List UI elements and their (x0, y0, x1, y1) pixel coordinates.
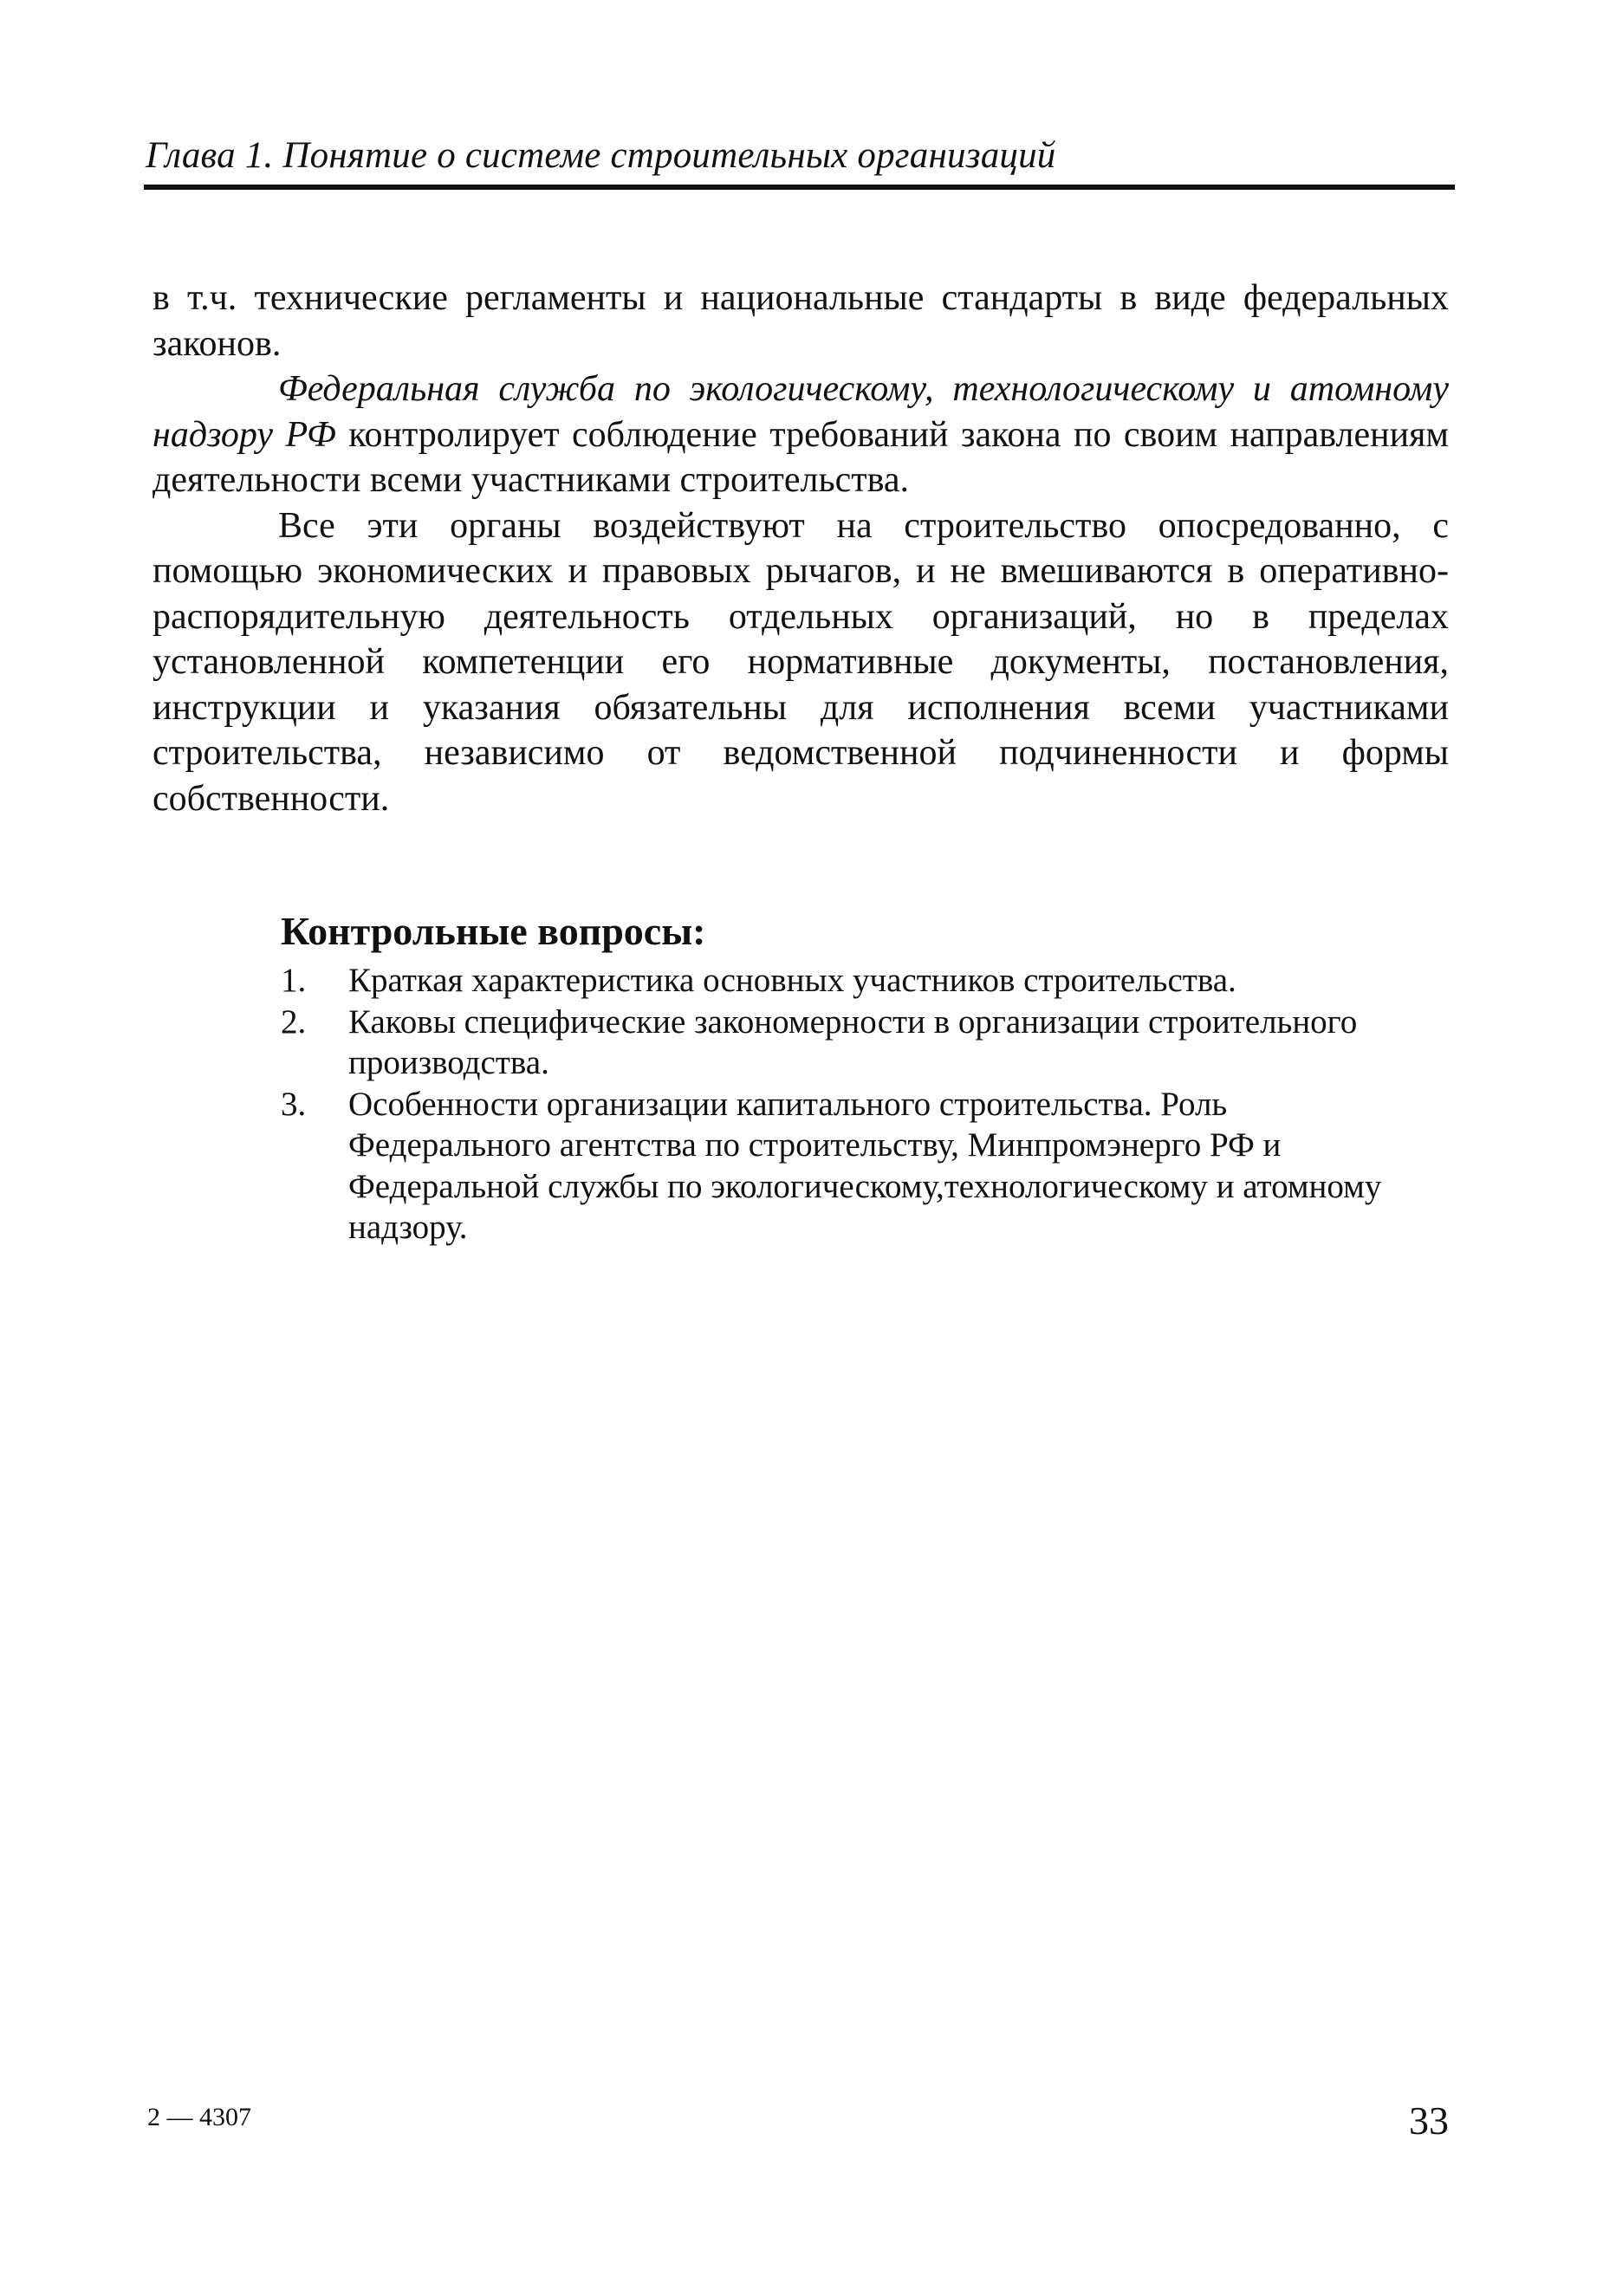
running-title: Глава 1. Понятие о системе строительных организаций (146, 135, 1056, 176)
question-number: 1. (281, 962, 307, 999)
signature-code: 2 — 4307 (147, 2103, 251, 2131)
question-number: 3. (281, 1085, 307, 1123)
page-number: 33 (1409, 2098, 1449, 2143)
body-text (153, 276, 1449, 821)
questions-list (276, 960, 1419, 1249)
question-text: Краткая характеристика основных участников строительства. (348, 962, 1236, 999)
paragraph-2 (153, 366, 1449, 503)
question-text: Особенности организации капитального строительства. Роль Федерального агентства по строительству, Минпромэнерго РФ и Федеральной службы по экологическому,технологическому и атомному надзору. (348, 1085, 1382, 1246)
question-text: Каковы специфические закономерности в организации строительного производства. (348, 1002, 1358, 1081)
control-questions (276, 905, 1419, 1249)
question-item (276, 1002, 1419, 1084)
paragraph-2-emphasis: Федеральная служба по экологическому, технологическому и атомному надзору РФ (153, 369, 1449, 455)
question-item (276, 1084, 1419, 1249)
question-number: 2. (281, 1002, 307, 1041)
question-item (276, 960, 1419, 1002)
questions-heading: Контрольные вопросы: (281, 909, 706, 953)
header-rule (144, 185, 1455, 190)
paragraph-2-text: контролирует соблюдение требований закона по своим направлениям деятельности всеми участниками строительства. (153, 414, 1449, 500)
paragraph-1: в т.ч. технические регламенты и национальные стандарты в виде федеральных законов. (153, 278, 1449, 364)
paragraph-3: Все эти органы воздействуют на строительство опосредованно, с помощью экономических и правовых рычагов, и не вмешиваются в оперативно-распорядительную деятельность отдельных организаций, но в пределах установленной компетенции его нормативные документы, постановления, инструкции и указания обязательны для исполнения всеми участниками строительства, независимо от ведомственной подчиненности и формы собственности. (153, 505, 1449, 819)
